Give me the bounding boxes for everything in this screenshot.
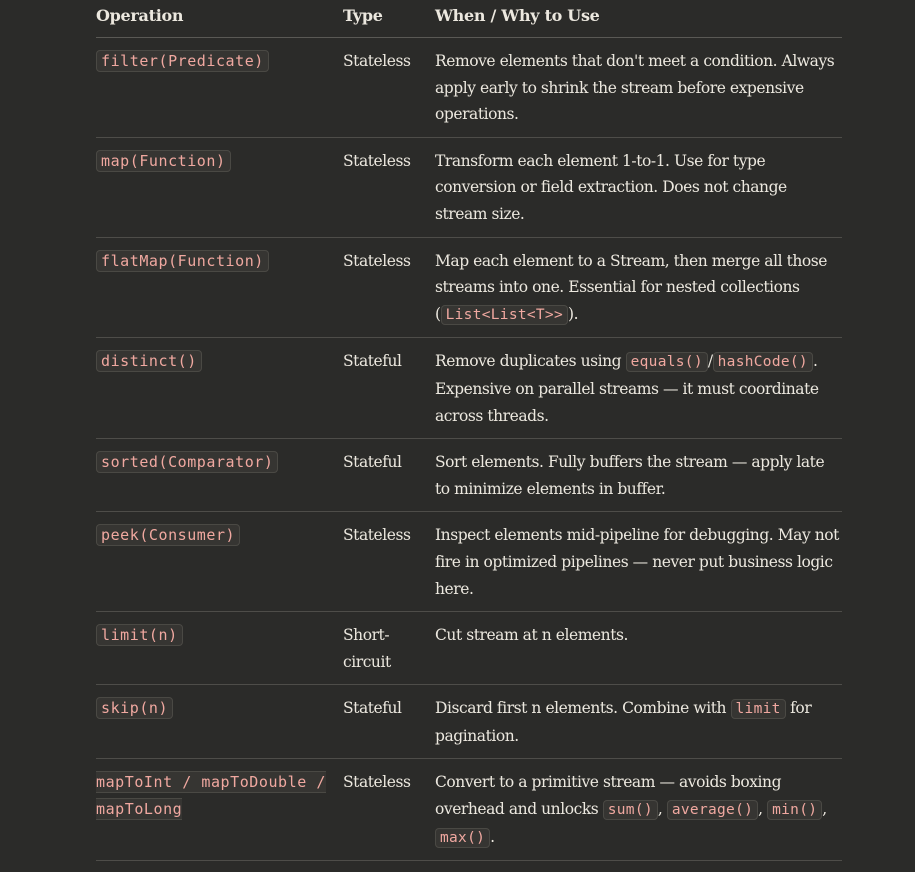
type-cell: Stateless	[343, 759, 435, 861]
operations-table-container	[96, 0, 842, 861]
operation-cell	[96, 137, 343, 237]
type-cell: Stateless	[343, 237, 435, 338]
table-row	[96, 237, 842, 338]
header-type: Type	[343, 0, 435, 38]
type-cell: Stateless	[343, 38, 435, 138]
inline-code: List<List<T>>	[441, 305, 568, 325]
table-row	[96, 512, 842, 612]
operation-cell	[96, 685, 343, 759]
description-text: ,	[822, 800, 827, 819]
type-cell: Short-circuit	[343, 612, 435, 685]
description-text: for pagination.	[435, 699, 812, 745]
description-text: Discard first n elements. Combine with	[435, 699, 731, 718]
description-cell	[435, 439, 842, 512]
operation-code: map(Function)	[96, 150, 231, 172]
description-text: .	[490, 827, 495, 846]
type-cell: Stateful	[343, 439, 435, 512]
description-text: Inspect elements mid-pipeline for debugging. May not fire in optimized pipelines — never put business logic here.	[435, 526, 839, 598]
operation-code: distinct()	[96, 350, 202, 372]
operation-cell	[96, 38, 343, 138]
operation-code: skip(n)	[96, 697, 173, 719]
description-text: ,	[657, 800, 667, 819]
inline-code: hashCode()	[713, 352, 813, 372]
operation-cell	[96, 612, 343, 685]
description-text: Remove duplicates using	[435, 352, 626, 371]
table-row	[96, 685, 842, 759]
description-cell	[435, 38, 842, 138]
table-row	[96, 439, 842, 512]
description-text: ).	[568, 304, 579, 323]
operation-code: filter(Predicate)	[96, 50, 269, 72]
inline-code: limit	[731, 699, 786, 719]
description-text: Cut stream at n elements.	[435, 626, 628, 645]
inline-code: max()	[435, 828, 490, 848]
table-row	[96, 137, 842, 237]
description-text: Map each element to a Stream, then merge all those streams into one. Essential for nested collections (	[435, 251, 828, 323]
type-cell: Stateless	[343, 512, 435, 612]
inline-code: equals()	[626, 352, 708, 372]
description-cell	[435, 685, 842, 759]
table-row	[96, 612, 842, 685]
table-body	[96, 38, 842, 861]
description-text: Transform each element 1-to-1. Use for type conversion or field extraction. Does not change stream size.	[435, 151, 787, 223]
inline-code: min()	[767, 800, 822, 820]
table-row	[96, 759, 842, 861]
header-operation: Operation	[96, 0, 343, 38]
description-text: Remove elements that don't meet a condition. Always apply early to shrink the stream before expensive operations.	[435, 52, 835, 124]
operation-cell	[96, 512, 343, 612]
description-cell	[435, 137, 842, 237]
description-text: /	[707, 352, 713, 371]
description-text: ,	[758, 800, 768, 819]
operation-code: peek(Consumer)	[96, 524, 240, 546]
inline-code: average()	[667, 800, 758, 820]
table-header-row	[96, 0, 842, 38]
operation-cell	[96, 338, 343, 439]
description-text: Sort elements. Fully buffers the stream — apply late to minimize elements in buffer.	[435, 453, 825, 498]
description-cell	[435, 512, 842, 612]
operation-cell	[96, 237, 343, 338]
type-cell: Stateful	[343, 685, 435, 759]
type-cell: Stateless	[343, 137, 435, 237]
description-text: . Expensive on parallel streams — it must coordinate across threads.	[435, 352, 819, 425]
operation-cell	[96, 439, 343, 512]
operation-cell	[96, 759, 343, 861]
operation-code: flatMap(Function)	[96, 250, 269, 272]
type-cell: Stateful	[343, 338, 435, 439]
description-text: Convert to a primitive stream — avoids boxing overhead and unlocks	[435, 773, 782, 819]
stream-operations-table	[96, 0, 842, 861]
operation-code: mapToInt / mapToDouble / mapToLong	[96, 773, 326, 819]
description-cell	[435, 612, 842, 685]
header-when-why: When / Why to Use	[435, 0, 842, 38]
operation-code: limit(n)	[96, 624, 183, 646]
table-row	[96, 38, 842, 138]
description-cell	[435, 237, 842, 338]
description-cell	[435, 338, 842, 439]
table-row	[96, 338, 842, 439]
operation-code: sorted(Comparator)	[96, 451, 278, 473]
description-cell	[435, 759, 842, 861]
inline-code: sum()	[603, 800, 658, 820]
